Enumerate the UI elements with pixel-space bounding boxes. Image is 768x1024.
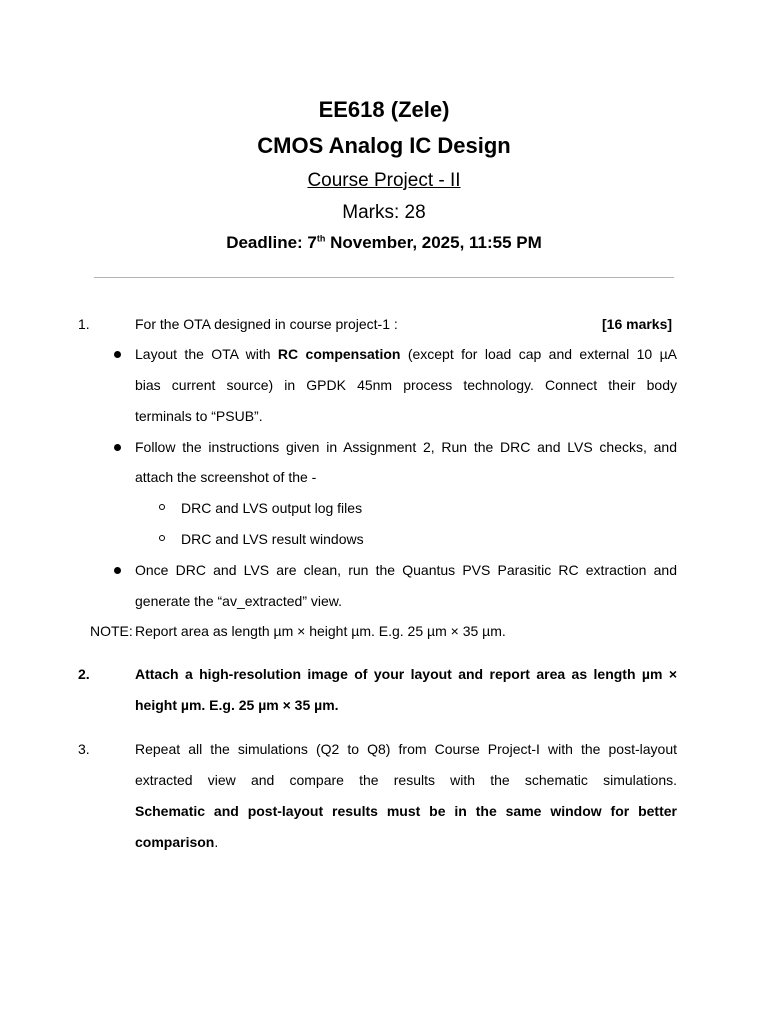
note-text: Report area as length µm × height µm. E.g. 25 µm × 35 µm. bbox=[135, 623, 506, 639]
q3-line4-bold: comparison bbox=[135, 834, 215, 850]
deadline-prefix: Deadline: 7 bbox=[226, 233, 317, 252]
q1-bullet3-line1: Once DRC and LVS are clean, run the Quantus PVS Parasitic RC extraction and bbox=[135, 562, 677, 578]
q1-bullet1-line3: terminals to “PSUB”. bbox=[135, 408, 263, 424]
q1-bullet2-line2: attach the screenshot of the - bbox=[135, 469, 317, 485]
deadline-suffix: November, 2025, 11:55 PM bbox=[325, 233, 542, 252]
q1-number: 1. bbox=[78, 316, 90, 332]
q3-line1: Repeat all the simulations (Q2 to Q8) from Course Project-I with the post-layout bbox=[135, 741, 677, 757]
q3-line4-rest: . bbox=[214, 834, 219, 850]
sub-bullet-icon bbox=[159, 504, 165, 510]
course-name: CMOS Analog IC Design bbox=[257, 133, 511, 158]
q1-marks: [16 marks] bbox=[602, 316, 673, 332]
header-divider bbox=[94, 277, 674, 278]
q1-bullet1-line2: bias current source) in GPDK 45nm process technology. Connect their body bbox=[135, 377, 677, 393]
project-title: Course Project - II bbox=[307, 170, 461, 191]
q1-bullet1-bold: RC compensation bbox=[277, 346, 401, 362]
q2-number: 2. bbox=[78, 666, 90, 682]
q1-bullet1-line1 bbox=[135, 345, 677, 363]
q1-sub2: DRC and LVS result windows bbox=[181, 531, 364, 547]
deadline bbox=[0, 232, 768, 254]
q1-bullet1-post: (except for load cap and external 10 µA bbox=[400, 346, 677, 362]
q1-text: For the OTA designed in course project-1 : bbox=[135, 316, 398, 332]
q1-bullet3-line2: generate the “av_extracted” view. bbox=[135, 593, 343, 609]
bullet-icon bbox=[114, 567, 121, 574]
q2-line1: Attach a high-resolution image of your layout and report area as length µm × bbox=[135, 666, 677, 682]
q1-sub1: DRC and LVS output log files bbox=[181, 500, 363, 516]
q3-line2: extracted view and compare the results with the schematic simulations. bbox=[135, 772, 677, 788]
sub-bullet-icon bbox=[159, 535, 165, 541]
total-marks: Marks: 28 bbox=[342, 202, 426, 223]
q1-bullet1-pre: Layout the OTA with bbox=[135, 346, 278, 362]
note-label: NOTE: bbox=[90, 623, 133, 639]
q3-line3: Schematic and post-layout results must be in the same window for better bbox=[135, 803, 677, 819]
q3-number: 3. bbox=[78, 741, 90, 757]
bullet-icon bbox=[114, 444, 121, 451]
q3-line4 bbox=[135, 833, 218, 851]
q1-bullet2-line1: Follow the instructions given in Assignment 2, Run the DRC and LVS checks, and bbox=[135, 439, 677, 455]
q2-line2: height µm. E.g. 25 µm × 35 µm. bbox=[135, 697, 339, 713]
bullet-icon bbox=[114, 351, 121, 358]
course-code: EE618 (Zele) bbox=[318, 97, 450, 122]
deadline-superscript: th bbox=[316, 233, 326, 244]
